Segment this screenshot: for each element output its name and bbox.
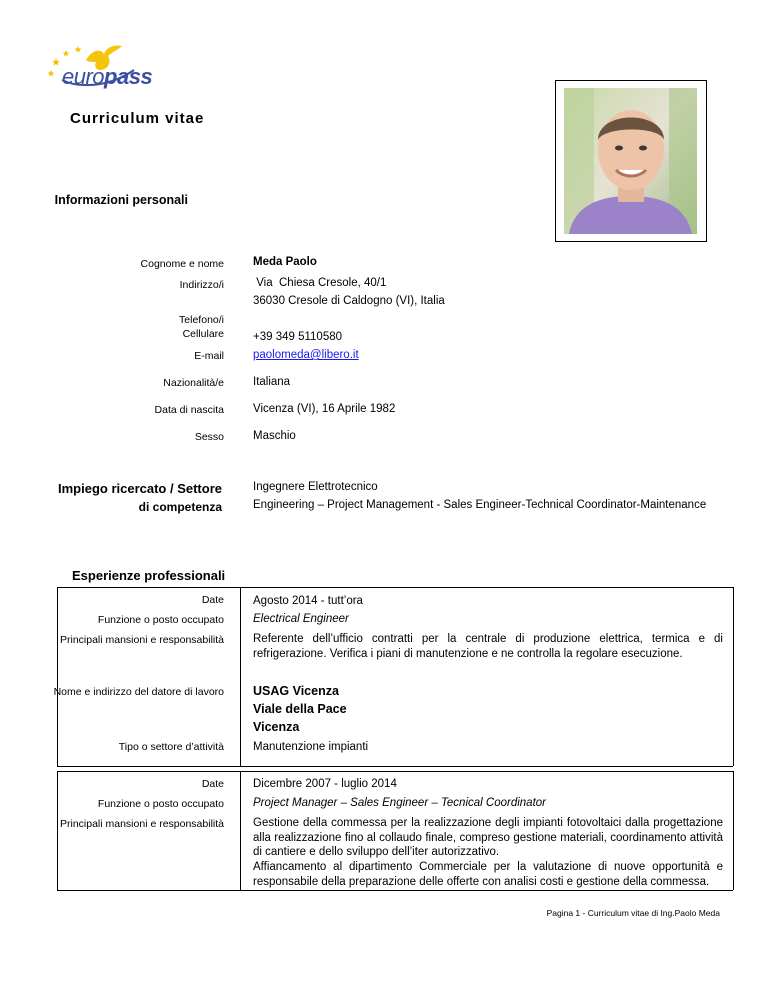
label-email: E-mail	[194, 350, 224, 362]
divider	[57, 771, 733, 772]
label-role: Funzione o posto occupato	[97, 798, 224, 810]
box-border-right	[733, 771, 734, 890]
portrait-image	[564, 88, 697, 234]
profile-photo	[555, 80, 707, 242]
logo-text-euro: euro	[62, 64, 105, 89]
label-birth: Data di nascita	[154, 404, 224, 416]
label-duties: Principali mansioni e responsabilità	[59, 634, 224, 646]
entry2-date: Dicembre 2007 - luglio 2014	[253, 778, 397, 790]
entry1-date: Agosto 2014 - tutt’ora	[253, 595, 363, 607]
label-employer: Nome e indirizzo del datore di lavoro	[53, 686, 224, 698]
box-border-left	[57, 771, 58, 890]
entry1-sector: Manutenzione impianti	[253, 741, 369, 753]
label-sector: Tipo o settore d’attività	[118, 741, 224, 753]
entry1-duties: Referente dell’ufficio contratti per la centrale di produzione elettrica, termica e di refrigerazione. Verifica i piani di manutenzione e ne controlla la regolare esecuzione.	[253, 633, 723, 660]
value-job-sought-line1: Ingegnere Elettrotecnico	[253, 481, 378, 493]
email-link[interactable]: paolomeda@libero.it	[253, 349, 359, 361]
label-sex: Sesso	[194, 431, 224, 443]
value-name: Meda Paolo	[253, 256, 317, 268]
entry1-employer-line3: Vicenza	[253, 720, 300, 734]
logo-text-pass: pass	[104, 64, 153, 89]
entry1-employer-line2: Viale della Pace	[253, 702, 347, 716]
label-date: Date	[201, 778, 224, 790]
value-mobile: +39 349 5110580	[253, 331, 343, 343]
column-divider	[240, 771, 241, 890]
label-role: Funzione o posto occupato	[97, 614, 224, 626]
value-address-line1: Via Chiesa Cresole, 40/1	[253, 277, 387, 289]
box-border-right	[733, 587, 734, 766]
value-nationality: Italiana	[253, 376, 291, 388]
label-phone: Telefono/i	[179, 314, 224, 326]
europass-wordmark	[62, 64, 152, 90]
entry2-role: Project Manager – Sales Engineer – Tecnical Coordinator	[253, 797, 546, 809]
value-address-line2: 36030 Cresole di Caldogno (VI), Italia	[253, 295, 445, 307]
entry2-duties-continued: Affiancamento al dipartimento Commerciale per la valutazione di nuove opportunità e responsabile della preparazione delle offerte con analisi costi e gestione della commessa.	[253, 861, 723, 888]
box-border-left	[57, 587, 58, 766]
entry2-duties: Gestione della commessa per la realizzazione degli impianti fotovoltaici dalla progettazione alla realizzazione fino al collaudo finale, compreso gestione materiali, coordinamento attività di cantiere e dello sviluppo dell’iter autorizzativo.	[253, 817, 723, 858]
value-job-sought-line2: Engineering – Project Management - Sales Engineer-Technical Coordinator-Maintenance	[253, 499, 707, 511]
document-title: Curriculum vitae	[70, 110, 205, 127]
label-date: Date	[201, 594, 224, 606]
label-name: Cognome e nome	[140, 258, 224, 270]
label-job-sought-line2: di competenza	[138, 500, 222, 514]
label-job-sought-line1: Impiego ricercato / Settore	[58, 481, 222, 496]
label-mobile: Cellulare	[182, 328, 224, 340]
section-title-personal: Informazioni personali	[54, 193, 188, 207]
column-divider	[240, 587, 241, 766]
value-birth: Vicenza (VI), 16 Aprile 1982	[253, 403, 396, 415]
label-duties: Principali mansioni e responsabilità	[59, 818, 224, 830]
page-footer: Pagina 1 - Curriculum vitae di Ing.Paolo Meda	[546, 908, 720, 918]
value-sex: Maschio	[253, 430, 296, 442]
entry1-employer-line1: USAG Vicenza	[253, 684, 339, 698]
label-address: Indirizzo/i	[179, 279, 224, 291]
divider	[57, 766, 733, 767]
divider	[57, 890, 733, 891]
entry1-role: Electrical Engineer	[253, 613, 349, 625]
divider	[57, 587, 733, 588]
label-nationality: Nazionalità/e	[163, 377, 224, 389]
section-title-experience: Esperienze professionali	[72, 568, 226, 583]
